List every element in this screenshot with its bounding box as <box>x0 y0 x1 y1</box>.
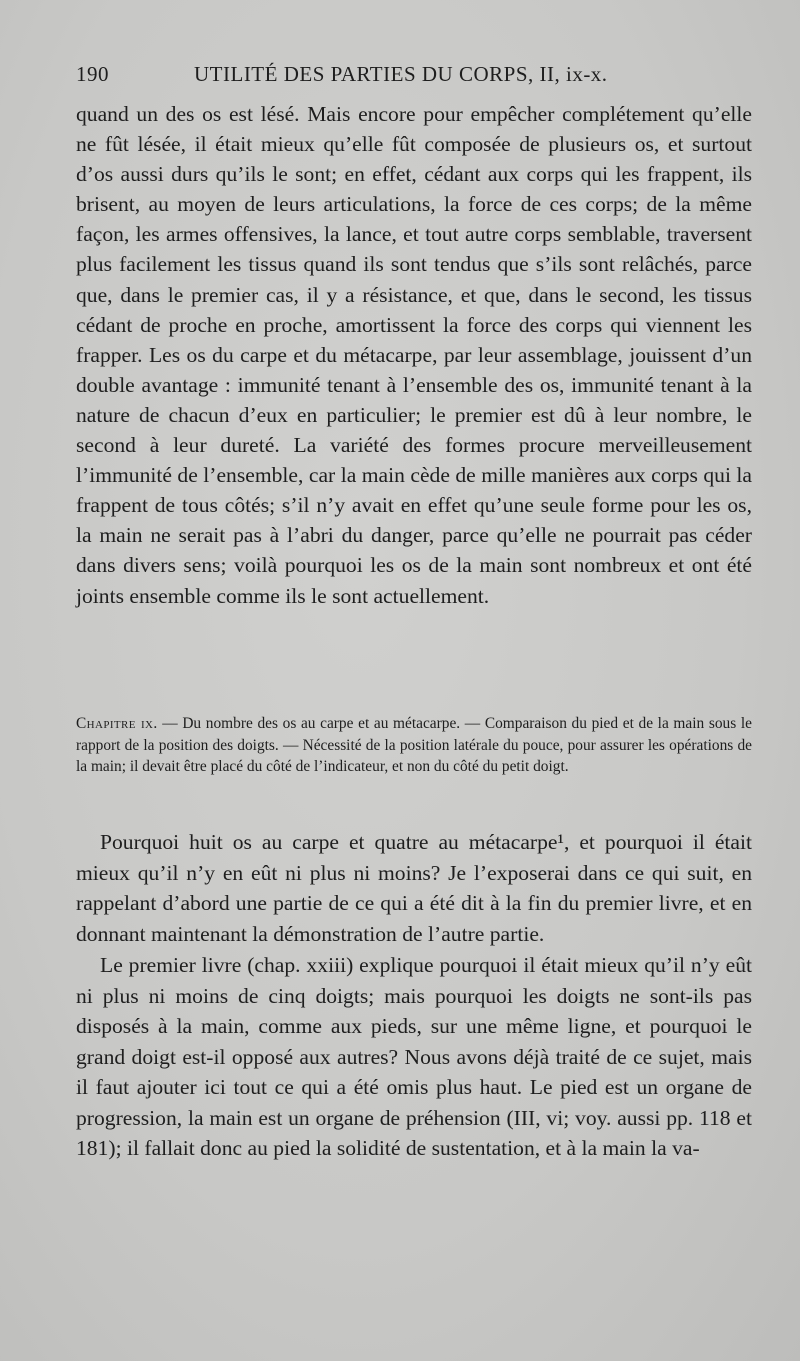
chapter-summary-text: — Du nombre des os au carpe et au métacarpe. — Comparaison du pied et de la main sous le rapport de la position des doigts. — Nécessité de la position latérale du pouce, pour assurer les opérations de la main; il devait être placé du côté de l’indicateur, et non du côté du petit doigt. <box>76 715 752 776</box>
body-section-2 <box>76 827 752 1164</box>
paragraph-continuation: quand un des os est lésé. Mais encore pour empêcher complétement qu’elle ne fût lésée, il était mieux qu’elle fût composée de plusieurs os, et surtout d’os aussi durs qu’ils le sont; en effet, cédant aux corps qui les frappent, ils brisent, au moyen de leurs articulations, la force de ces corps; de la même façon, les armes offensives, la lance, et tout autre corps semblable, traversent plus facilement les tissus quand ils sont tendus que s’ils sont relâchés, parce que, dans le premier cas, il y a résistance, et que, dans le second, les tissus cédant de proche en proche, amortissent la force des corps qui viennent les frapper. Les os du carpe et du métacarpe, par leur assemblage, jouissent d’un double avantage : immunité tenant à l’ensemble des os, immunité tenant à la nature de chacun d’eux en particulier; le premier est dû à leur nombre, le second à leur dureté. La variété des formes procure merveilleusement l’immunité de l’ensemble, car la main cède de mille manières aux corps qui la frappent de tous côtés; s’il n’y avait en effet qu’une seule forme pour les os, la main ne serait pas à l’abri du danger, parce qu’elle ne pourrait pas céder dans divers sens; voilà pourquoi les os de la main sont nombreux et ont été joints ensemble comme ils le sont actuellement. <box>76 102 752 608</box>
paragraph: Le premier livre (chap. xxiii) explique pourquoi il était mieux qu’il n’y eût ni plus ni moins de cinq doigts; mais pourquoi les doigts ne sont-ils pas disposés à la main, comme aux pieds, sur une même ligne, et pourquoi le grand doigt est-il opposé aux autres? Nous avons déjà traité de ce sujet, mais il faut ajouter ici tout ce qui a été omis plus haut. Le pied est un organe de progression, la main est un organe de préhension (III, vi; voy. aussi pp. 118 et 181); il fallait donc au pied la solidité de sustentation, et à la main la va- <box>76 953 752 1160</box>
chapter-label: Chapitre ix. <box>76 715 158 732</box>
running-title: UTILITÉ DES PARTIES DU CORPS, II, ix-x. <box>194 62 608 86</box>
page-header <box>76 62 756 92</box>
page-number: 190 <box>76 62 109 86</box>
paragraph: Pourquoi huit os au carpe et quatre au métacarpe¹, et pourquoi il était mieux qu’il n’y en eût ni plus ni moins? Je l’exposerai dans ce qui suit, en rappelant d’abord une partie de ce qui a été dit à la fin du premier livre, et en donnant maintenant la démonstration de l’autre partie. <box>76 830 752 946</box>
body-section-1 <box>76 99 752 611</box>
chapter-summary <box>76 713 752 778</box>
